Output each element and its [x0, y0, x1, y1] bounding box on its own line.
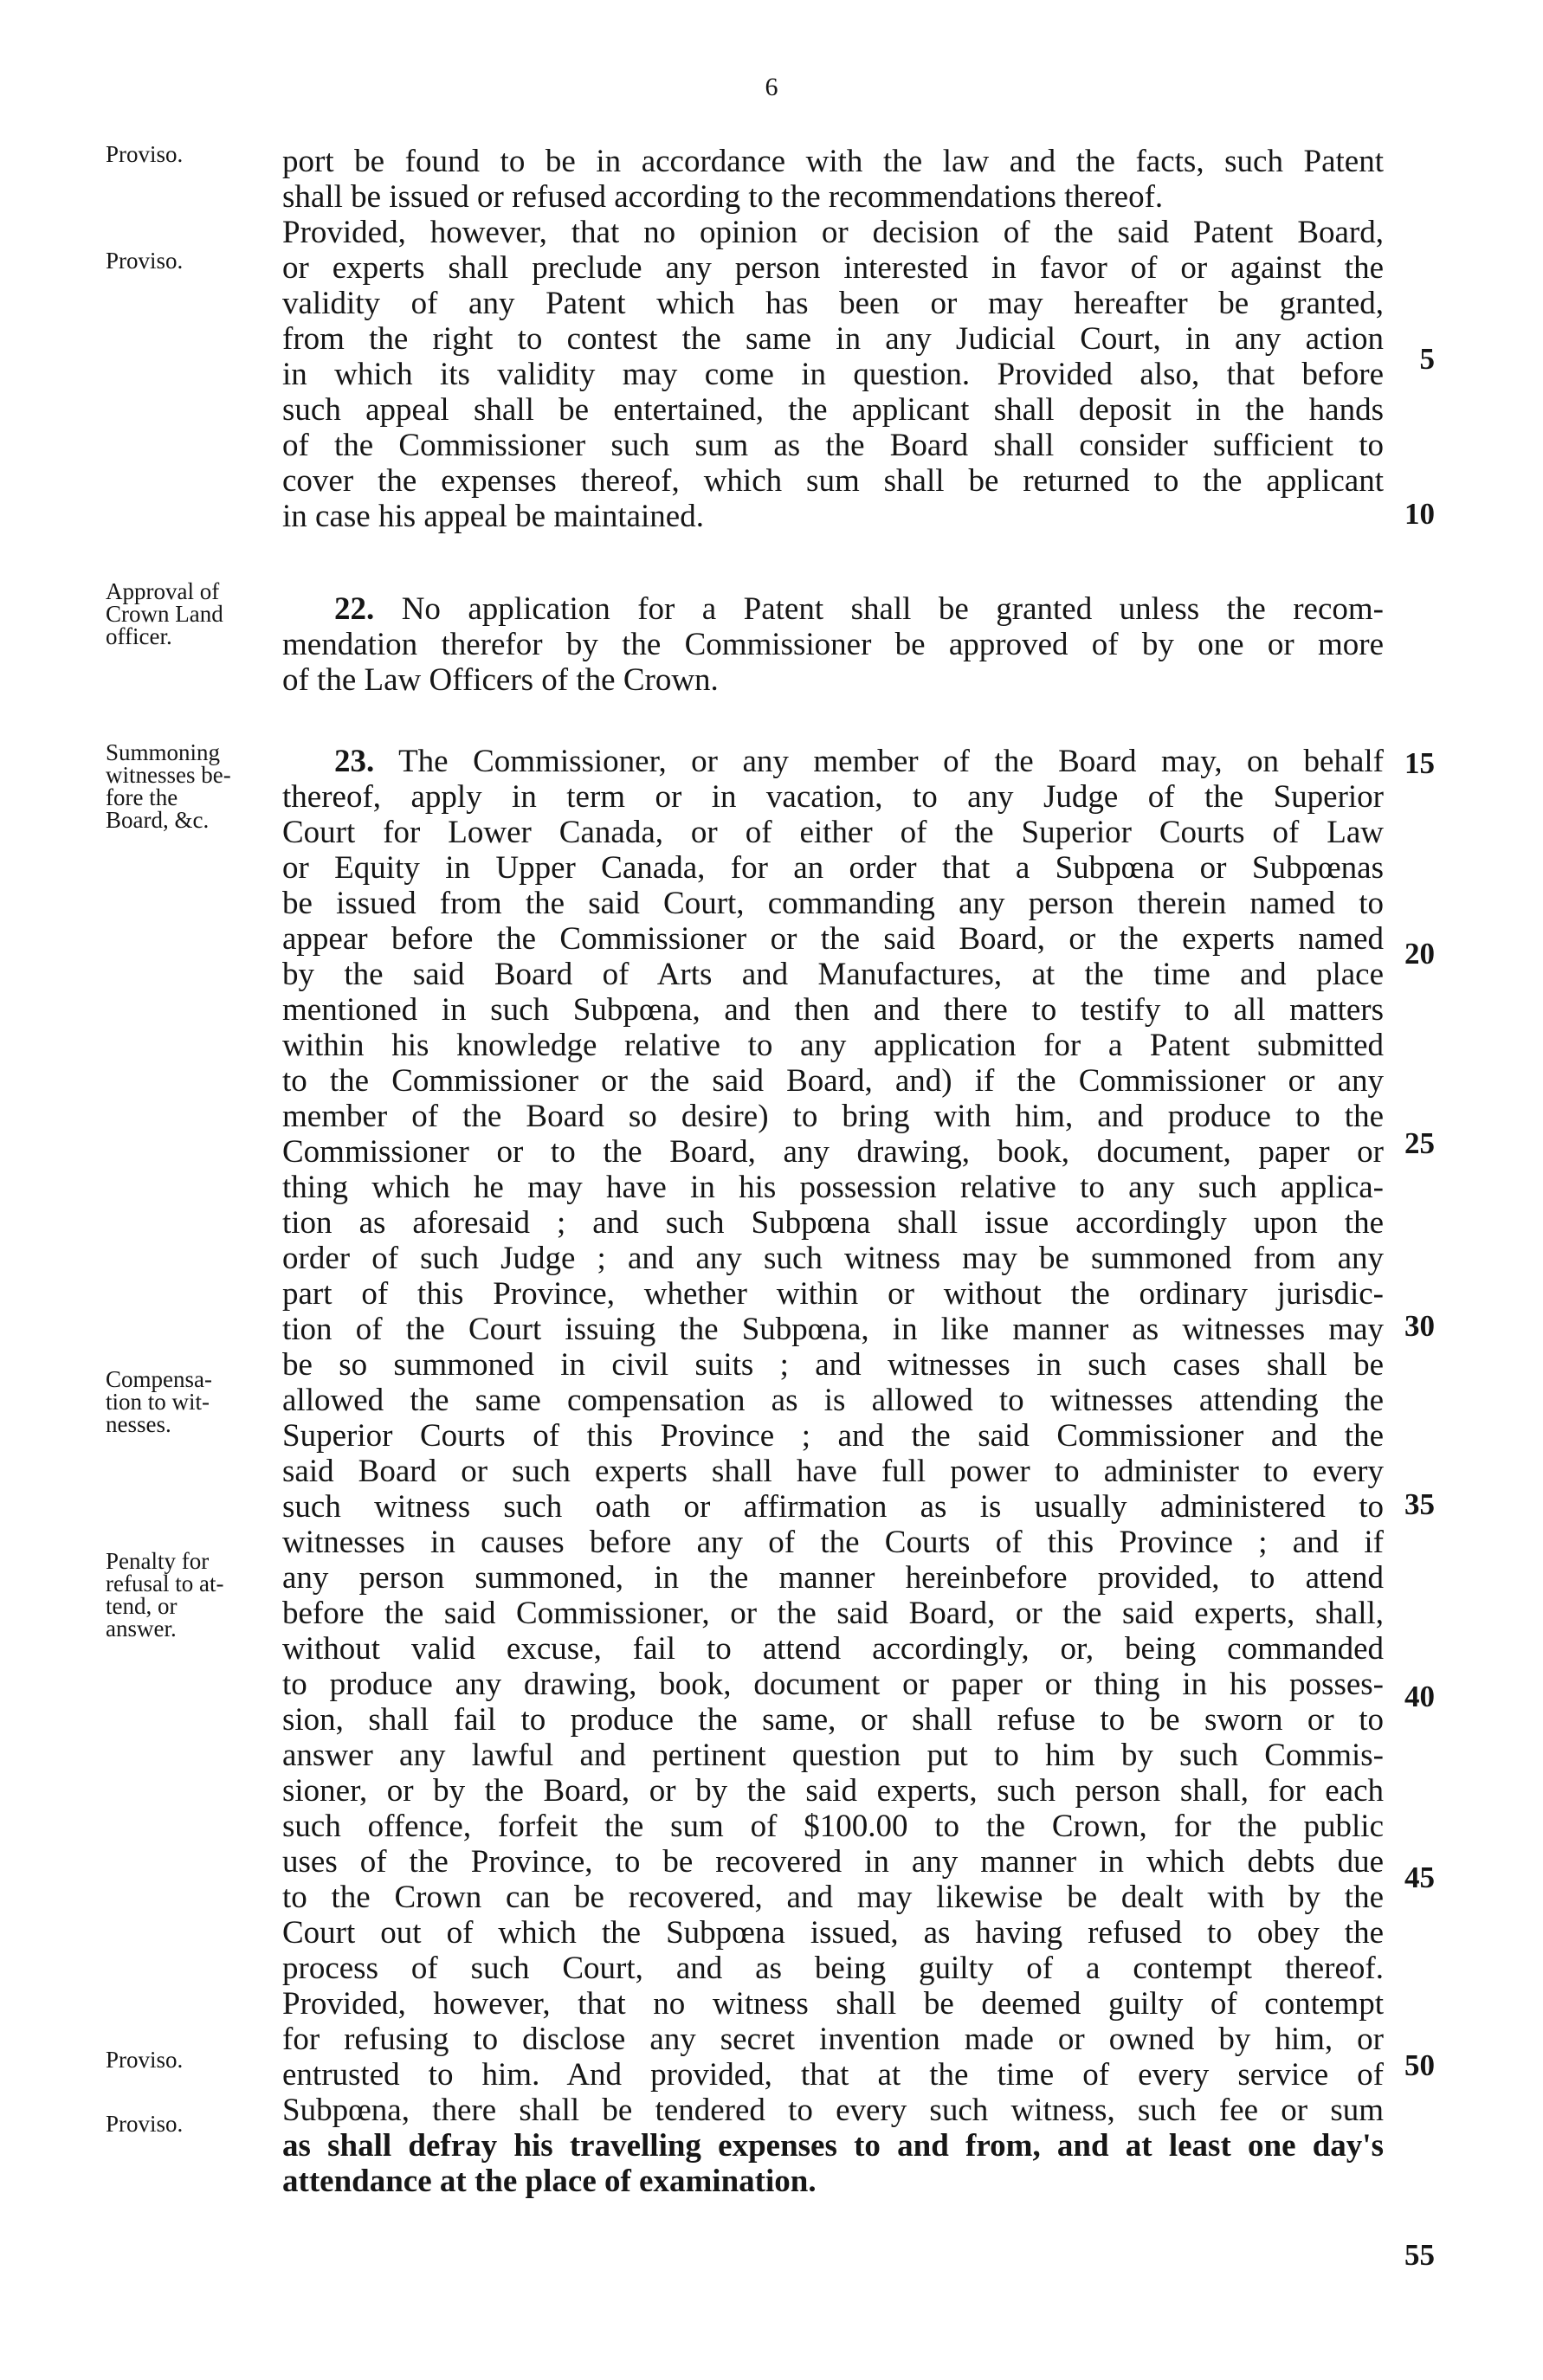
text-line: allowed the same compensation as is allowed to witnesses attending the	[282, 1383, 1384, 1418]
text-line: tion as aforesaid ; and such Subpœna shall issue accordingly upon the	[282, 1205, 1384, 1241]
text-line: attendance at the place of examination.	[282, 2164, 817, 2199]
line-number: 35	[1404, 1487, 1435, 1521]
margin-note-text: Approval of	[106, 578, 220, 604]
text-line: Superior Courts of this Province ; and the said Commissioner and the	[282, 1418, 1384, 1454]
text-line: any person summoned, in the manner hereinbefore provided, to attend	[282, 1560, 1384, 1596]
section-23	[282, 744, 1384, 2199]
text-line: witnesses in causes before any of the Courts of this Province ; and if	[282, 1525, 1384, 1560]
margin-note-text: witnesses be-	[106, 762, 231, 788]
margin-note-text: Crown Land	[106, 601, 223, 627]
margin-note-text: tend, or	[106, 1593, 178, 1619]
text-line: in which its validity may come in question. Provided also, that before	[282, 357, 1384, 392]
text-line: Court out of which the Subpœna issued, as having refused to obey the	[282, 1915, 1384, 1951]
text-line: port be found to be in accordance with the law and the facts, such Patent	[282, 144, 1384, 179]
text-line: validity of any Patent which has been or may hereafter be granted,	[282, 286, 1384, 321]
text-line: order of such Judge ; and any such witness may be summoned from any	[282, 1241, 1384, 1276]
margin-note-text: tion to wit-	[106, 1389, 210, 1415]
section-number: 22.	[334, 591, 375, 627]
line-number: 30	[1404, 1309, 1435, 1343]
text-line: thing which he may have in his possession relative to any such applica-	[282, 1170, 1384, 1205]
text-line: such appeal shall be entertained, the applicant shall deposit in the hands	[282, 392, 1384, 428]
line-number: 40	[1404, 1680, 1435, 1713]
text-line: such offence, forfeit the sum of $100.00 to the Crown, for the public	[282, 1809, 1384, 1844]
text-line: of the Commissioner such sum as the Board shall consider sufficient to	[282, 428, 1384, 463]
text-line: sion, shall fail to produce the same, or shall refuse to be sworn or to	[282, 1702, 1384, 1738]
margin-note-text: Summoning	[106, 739, 221, 765]
text-line: tion of the Court issuing the Subpœna, in like manner as witnesses may	[282, 1312, 1384, 1347]
text-line: to the Crown can be recovered, and may likewise be dealt with by the	[282, 1880, 1384, 1915]
text-line: appear before the Commissioner or the said Board, or the experts named	[282, 921, 1384, 957]
text-line: sioner, or by the Board, or by the said experts, such person shall, for each	[282, 1773, 1384, 1809]
text-line: to the Commissioner or the said Board, and) if the Commissioner or any	[282, 1063, 1384, 1099]
text-line: Subpœna, there shall be tendered to every such witness, such fee or sum	[282, 2093, 1384, 2128]
text-segment: The Commissioner, or any member of the Board may, on behalf	[398, 744, 1384, 779]
text-line: within his knowledge relative to any application for a Patent submitted	[282, 1028, 1384, 1063]
text-line: entrusted to him. And provided, that at the time of every service of	[282, 2057, 1384, 2093]
text-line: from the right to contest the same in any Judicial Court, in any action	[282, 321, 1384, 357]
text-line: or experts shall preclude any person interested in favor of or against the	[282, 250, 1384, 286]
text-line	[282, 744, 1384, 779]
text-line: shall be issued or refused according to the recommendations thereof.	[282, 179, 1164, 215]
section-22	[282, 591, 1384, 698]
margin-note-text: Proviso.	[106, 141, 184, 167]
margin-note-compensation	[106, 1368, 279, 1435]
line-number: 50	[1404, 2048, 1435, 2082]
text-line: Provided, however, that no opinion or decision of the said Patent Board,	[282, 215, 1384, 250]
line-number: 45	[1404, 1861, 1435, 1894]
text-line: to produce any drawing, book, document or paper or thing in his posses-	[282, 1667, 1384, 1702]
text-line: member of the Board so desire) to bring with him, and produce to the	[282, 1099, 1384, 1134]
text-line: without valid excuse, fail to attend accordingly, or, being commanded	[282, 1631, 1384, 1667]
text-line: mendation therefor by the Commissioner be approved of by one or more	[282, 627, 1384, 662]
text-line: Provided, however, that no witness shall be deemed guilty of contempt	[282, 1986, 1384, 2022]
margin-note-text: fore the	[106, 784, 178, 810]
text-line: thereof, apply in term or in vacation, to any Judge of the Superior	[282, 779, 1384, 815]
text-line: process of such Court, and as being guilty of a contempt thereof.	[282, 1951, 1384, 1986]
margin-note-approval	[106, 580, 279, 648]
text-line: be issued from the said Court, commanding any person therein named to	[282, 886, 1384, 921]
margin-note-text: Proviso.	[106, 2111, 184, 2137]
text-line: Commissioner or to the Board, any drawing, book, document, paper or	[282, 1134, 1384, 1170]
margin-note-text: Proviso.	[106, 2047, 184, 2073]
text-line	[282, 591, 1384, 627]
margin-note-text: refusal to at-	[106, 1571, 224, 1596]
margin-note-text: nesses.	[106, 1411, 171, 1437]
text-line: of the Law Officers of the Crown.	[282, 662, 719, 698]
line-number: 15	[1404, 746, 1435, 780]
margin-note-text: Compensa-	[106, 1366, 212, 1392]
margin-note-text: officer.	[106, 623, 172, 649]
text-block-proviso-clause	[282, 144, 1384, 534]
section-number: 23.	[334, 744, 375, 779]
margin-note-text: Proviso.	[106, 248, 184, 274]
text-line: uses of the Province, to be recovered in any manner in which debts due	[282, 1844, 1384, 1880]
text-line: Court for Lower Canada, or of either of the Superior Courts of Law	[282, 815, 1384, 850]
margin-note-text: answer.	[106, 1616, 177, 1641]
line-number: 5	[1419, 342, 1435, 376]
text-segment: No application for a Patent shall be granted unless the recom-	[401, 591, 1384, 627]
margin-note-proviso	[106, 249, 279, 272]
text-line: before the said Commissioner, or the said Board, or the said experts, shall,	[282, 1596, 1384, 1631]
margin-note-proviso	[106, 2112, 279, 2135]
line-number: 25	[1404, 1126, 1435, 1160]
text-line: part of this Province, whether within or without the ordinary jurisdic-	[282, 1276, 1384, 1312]
text-line: in case his appeal be maintained.	[282, 499, 704, 534]
page-number: 6	[765, 73, 778, 101]
margin-note-text: Penalty for	[106, 1548, 210, 1574]
text-line: be so summoned in civil suits ; and witnesses in such cases shall be	[282, 1347, 1384, 1383]
text-line: or Equity in Upper Canada, for an order that a Subpœna or Subpœnas	[282, 850, 1384, 886]
margin-note-penalty	[106, 1550, 279, 1640]
text-line: as shall defray his travelling expenses to and from, and at least one day's	[282, 2128, 1384, 2164]
text-line: such witness such oath or affirmation as is usually administered to	[282, 1489, 1384, 1525]
line-number: 20	[1404, 937, 1435, 971]
text-line: said Board or such experts shall have full power to administer to every	[282, 1454, 1384, 1489]
margin-note-text: Board, &c.	[106, 807, 210, 833]
text-line: mentioned in such Subpœna, and then and there to testify to all matters	[282, 992, 1384, 1028]
line-number: 10	[1404, 497, 1435, 531]
line-number: 55	[1404, 2238, 1435, 2272]
text-line: for refusing to disclose any secret invention made or owned by him, or	[282, 2022, 1384, 2057]
text-line: answer any lawful and pertinent question put to him by such Commis-	[282, 1738, 1384, 1773]
text-line: cover the expenses thereof, which sum shall be returned to the applicant	[282, 463, 1384, 499]
margin-note-proviso	[106, 143, 279, 165]
text-line: by the said Board of Arts and Manufactures, at the time and place	[282, 957, 1384, 992]
margin-note-summoning	[106, 741, 279, 831]
margin-note-proviso	[106, 2048, 279, 2071]
